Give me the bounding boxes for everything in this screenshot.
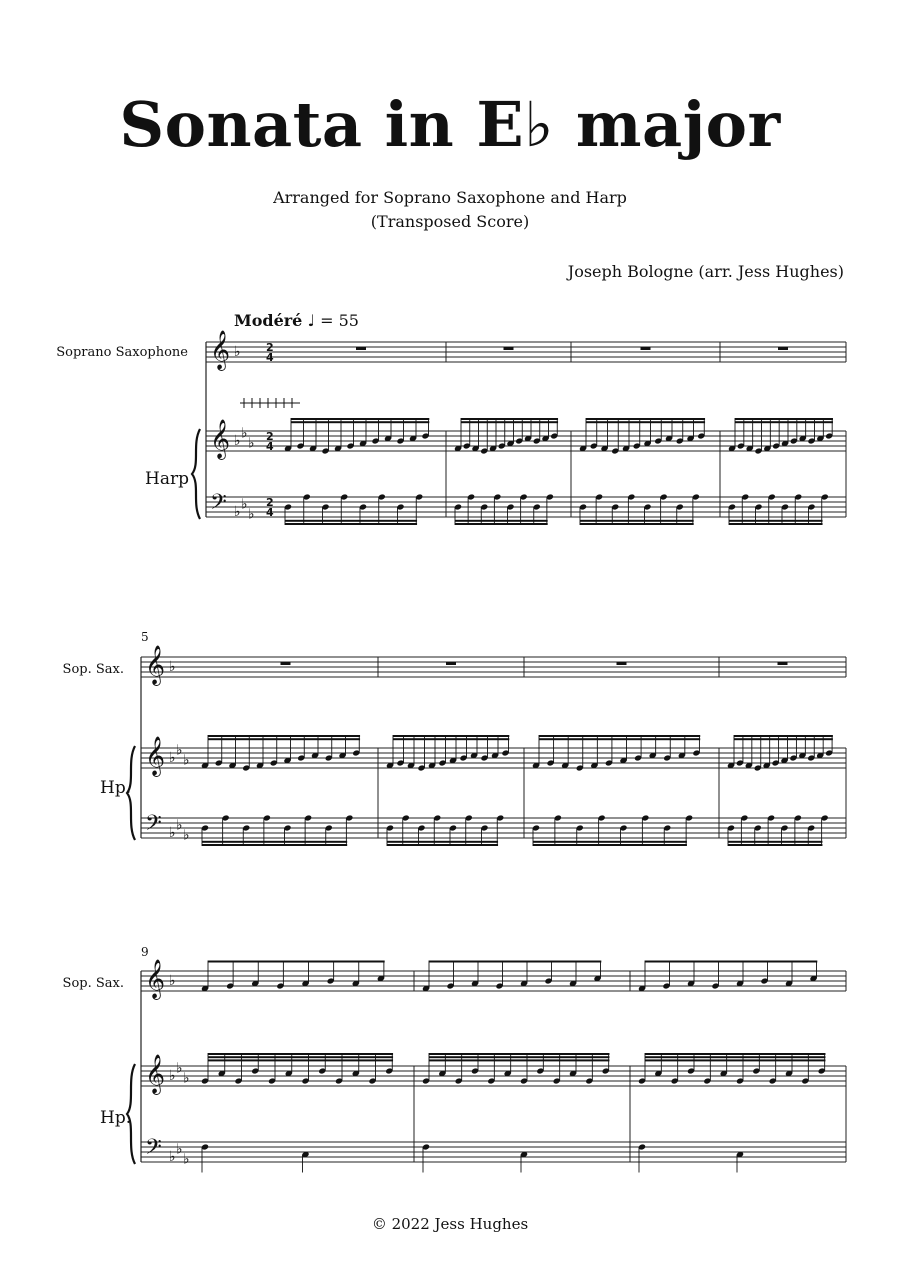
note-beam xyxy=(729,520,823,522)
composer-credit: Joseph Bologne (arr. Jess Hughes) xyxy=(567,262,844,281)
beam-group xyxy=(201,1053,393,1085)
system-3-measure-number: 9 xyxy=(141,945,149,959)
system-3 xyxy=(127,959,846,1173)
system-2-sax-label: Sop. Sax. xyxy=(62,662,124,677)
note-beam xyxy=(455,523,548,525)
flat-icon: ♭ xyxy=(248,506,255,523)
note-beam xyxy=(387,841,498,843)
beam-group xyxy=(201,814,353,846)
note-beam xyxy=(208,735,360,737)
time-sig-top: 2 xyxy=(266,341,274,354)
note-beam xyxy=(202,844,347,846)
treble-clef-icon: 𝄞 xyxy=(145,645,166,685)
system-3-harp-label: Hp. xyxy=(100,1108,132,1128)
subtitle-line-2: (Transposed Score) xyxy=(370,212,530,231)
treble-clef-icon: 𝄞 xyxy=(145,959,166,999)
note-beam xyxy=(645,961,817,963)
beam-group xyxy=(638,1143,744,1172)
beam-group xyxy=(422,1053,610,1085)
flat-icon: ♭ xyxy=(176,1141,183,1158)
beam-group xyxy=(284,493,423,525)
note-beam xyxy=(539,735,700,737)
time-sig-bottom: 4 xyxy=(266,506,274,519)
system-1 xyxy=(192,330,846,525)
note-beam xyxy=(208,738,360,740)
sax-staff xyxy=(141,657,846,677)
note-beam xyxy=(533,841,687,843)
beam-group xyxy=(532,814,693,846)
treble-clef-icon: 𝄞 xyxy=(210,330,231,370)
flat-icon: ♭ xyxy=(176,742,183,759)
flat-icon: ♭ xyxy=(234,504,241,520)
beam-group xyxy=(579,493,700,525)
flat-icon: ♭ xyxy=(169,659,176,675)
beam-group xyxy=(727,814,829,846)
time-sig-bottom: 4 xyxy=(266,351,274,364)
system-1-harp-label: Harp xyxy=(145,469,189,489)
note-beam xyxy=(735,418,833,420)
bass-clef-icon: 𝄢 xyxy=(145,1135,162,1165)
harp-bass-staff xyxy=(206,497,846,517)
treble-clef-icon: 𝄞 xyxy=(145,736,166,776)
whole-rest xyxy=(778,347,788,350)
note-beam xyxy=(461,421,558,423)
note-beam xyxy=(455,520,548,522)
note-beam xyxy=(291,421,429,423)
whole-rest xyxy=(446,662,456,665)
note-beam xyxy=(429,1059,609,1061)
whole-rest xyxy=(778,662,788,665)
treble-clef-icon: 𝄞 xyxy=(145,1054,166,1094)
beam-group xyxy=(728,493,829,525)
note-beam xyxy=(734,735,833,737)
flat-icon: ♭ xyxy=(169,973,176,989)
note-beam xyxy=(533,844,687,846)
note-beam xyxy=(735,421,833,423)
whole-rest xyxy=(356,347,366,350)
note-beam xyxy=(208,1053,393,1055)
note-beam xyxy=(645,1056,825,1058)
note-beam xyxy=(208,961,385,963)
flat-icon: ♭ xyxy=(234,344,241,360)
flat-icon: ♭ xyxy=(169,1068,176,1084)
beam-group xyxy=(422,1143,528,1172)
bass-clef-icon: 𝄢 xyxy=(210,490,227,520)
whole-rest xyxy=(281,662,291,665)
flat-icon: ♭ xyxy=(183,1070,190,1087)
note-beam xyxy=(208,1056,393,1058)
score-systems xyxy=(127,330,846,1173)
tempo-note-icon: ♩ xyxy=(307,311,315,330)
note-beam xyxy=(729,523,823,525)
treble-clef-icon: 𝄞 xyxy=(210,419,231,459)
system-1-sax-label: Soprano Saxophone xyxy=(56,345,188,360)
system-3-sax-label: Sop. Sax. xyxy=(62,976,124,991)
harp-brace xyxy=(127,746,135,840)
flat-icon: ♭ xyxy=(169,825,176,841)
whole-rest xyxy=(504,347,514,350)
note-beam xyxy=(734,738,833,740)
note-beam xyxy=(285,520,417,522)
flat-icon: ♭ xyxy=(176,1060,183,1077)
note-beam xyxy=(645,1053,825,1055)
bass-clef-icon: 𝄢 xyxy=(145,811,162,841)
flat-icon: ♭ xyxy=(234,433,241,449)
flat-icon: ♭ xyxy=(169,750,176,766)
system-2-measure-number: 5 xyxy=(141,630,149,644)
note-beam xyxy=(429,1053,609,1055)
note-beam xyxy=(393,738,509,740)
whole-rest xyxy=(641,347,651,350)
score-title: Sonata in E♭ major xyxy=(119,88,781,161)
time-sig-top: 2 xyxy=(266,430,274,443)
note-beam xyxy=(387,844,498,846)
note-beam xyxy=(728,844,822,846)
note-beam xyxy=(208,1059,393,1061)
flat-icon: ♭ xyxy=(183,1151,190,1168)
system-2-harp-label: Hp. xyxy=(100,778,132,798)
flat-icon: ♭ xyxy=(169,1149,176,1165)
note-beam xyxy=(202,841,347,843)
beam-group xyxy=(201,1143,310,1172)
time-sig-bottom: 4 xyxy=(266,440,274,453)
time-sig-top: 2 xyxy=(266,496,274,509)
sax-staff xyxy=(206,342,846,362)
note-beam xyxy=(285,523,417,525)
note-beam xyxy=(586,421,705,423)
note-beam xyxy=(539,738,700,740)
beam-group xyxy=(638,1053,826,1085)
note-beam xyxy=(586,418,705,420)
flat-icon: ♭ xyxy=(248,435,255,452)
note-beam xyxy=(393,735,509,737)
harp-brace xyxy=(127,1064,135,1164)
flat-icon: ♭ xyxy=(241,496,248,513)
system-2 xyxy=(127,645,846,846)
beam-group xyxy=(386,814,504,846)
note-beam xyxy=(429,1056,609,1058)
harp-brace xyxy=(192,429,200,519)
flat-icon: ♭ xyxy=(183,827,190,844)
subtitle-line-1: Arranged for Soprano Saxophone and Harp xyxy=(273,188,627,207)
note-beam xyxy=(728,841,822,843)
flat-icon: ♭ xyxy=(183,752,190,769)
beam-group xyxy=(454,493,554,525)
note-beam xyxy=(429,961,601,963)
whole-rest xyxy=(617,662,627,665)
tempo-value: = 55 xyxy=(320,311,359,330)
copyright-notice: © 2022 Jess Hughes xyxy=(371,1215,529,1233)
note-beam xyxy=(645,1059,825,1061)
note-beam xyxy=(291,418,429,420)
note-beam xyxy=(580,520,694,522)
note-beam xyxy=(580,523,694,525)
flat-icon: ♭ xyxy=(176,817,183,834)
flat-icon: ♭ xyxy=(241,425,248,442)
tempo-text: Modéré xyxy=(234,311,303,330)
note-beam xyxy=(461,418,558,420)
